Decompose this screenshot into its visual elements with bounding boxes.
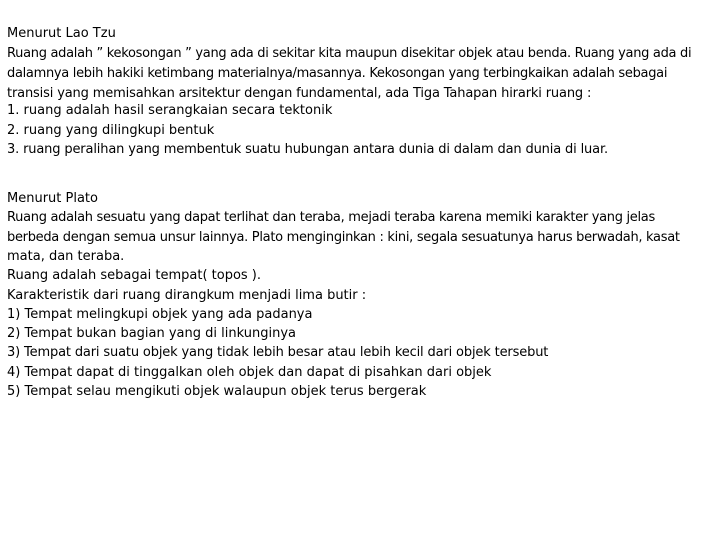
- lao-tzu-paragraph-line: Ruang adalah ” kekosongan ” yang ada di sekitar kita maupun disekitar objek atau benda. Ruang yang ada di: [7, 46, 692, 61]
- lao-tzu-paragraph-line: dalamnya lebih hakiki ketimbang materialnya/masannya. Kekosongan yang terbingkaikan adalah sebagai: [7, 66, 668, 81]
- plato-list-item: 1) Tempat melingkupi objek yang ada padanya: [7, 307, 313, 322]
- lao-tzu-list-item: 1. ruang adalah hasil serangkaian secara tektonik: [7, 103, 333, 118]
- plato-list-item: 4) Tempat dapat di tinggalkan oleh objek dan dapat di pisahkan dari objek: [7, 365, 492, 380]
- plato-paragraph-line: Ruang adalah sesuatu yang dapat terlihat dan teraba, mejadi teraba karena memiki karakter yang jelas: [7, 210, 655, 225]
- plato-paragraph-line: mata, dan teraba.: [7, 249, 125, 264]
- document-page: [7, 0, 715, 540]
- plato-paragraph-line: Ruang adalah sebagai tempat( topos ).: [7, 268, 262, 283]
- plato-list-item: 5) Tempat selau mengikuti objek walaupun objek terus bergerak: [7, 384, 427, 399]
- plato-paragraph-line: berbeda dengan semua unsur lainnya. Plato menginginkan : kini, segala sesuatunya harus berwadah, kasat: [7, 230, 680, 245]
- lao-tzu-list-item: 2. ruang yang dilingkupi bentuk: [7, 123, 215, 138]
- plato-heading: Menurut Plato: [7, 191, 98, 206]
- lao-tzu-list-item: 3. ruang peralihan yang membentuk suatu hubungan antara dunia di dalam dan dunia di luar.: [7, 142, 608, 157]
- lao-tzu-heading: Menurut Lao Tzu: [7, 26, 116, 41]
- plato-paragraph-line: Karakteristik dari ruang dirangkum menjadi lima butir :: [7, 288, 367, 303]
- lao-tzu-paragraph-line: transisi yang memisahkan arsitektur dengan fundamental, ada Tiga Tahapan hirarki ruang :: [7, 86, 592, 101]
- plato-list-item: 2) Tempat bukan bagian yang di linkunginya: [7, 326, 296, 341]
- plato-list-item: 3) Tempat dari suatu objek yang tidak lebih besar atau lebih kecil dari objek tersebut: [7, 345, 549, 360]
